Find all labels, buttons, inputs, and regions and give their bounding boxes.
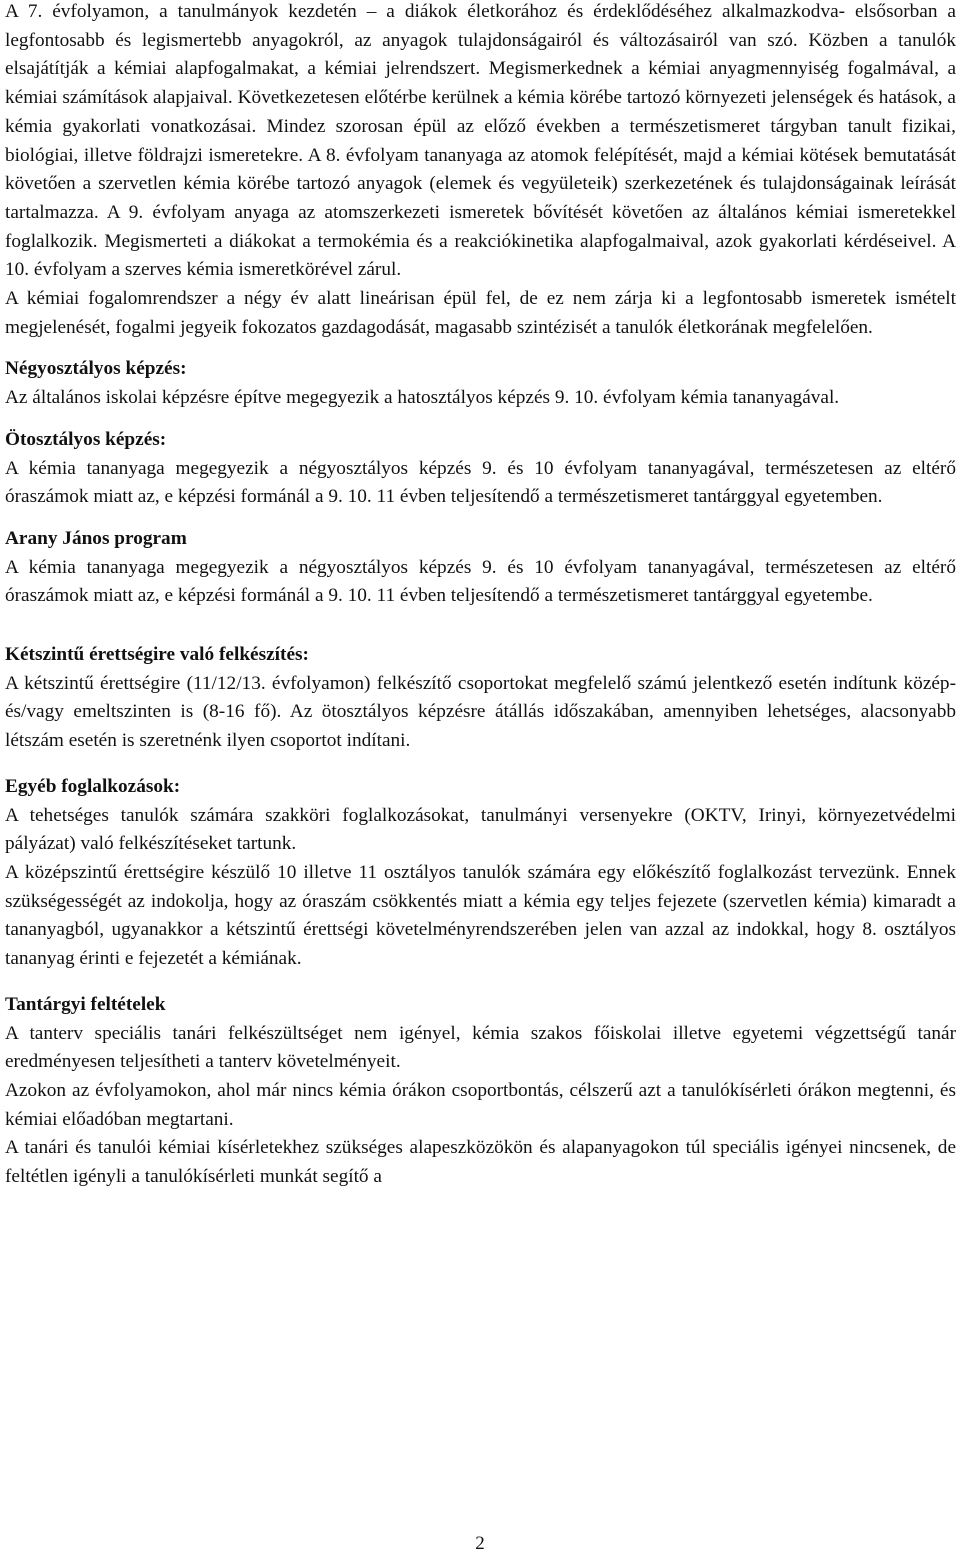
section-body: A kétszintű érettségire (11/12/13. évfolyamon) felkészítő csoportokat megfelelő számú jelentkező esetén indítunk közép- és/vagy emeltszinten is (8-16 fő). Az ötosztályos képzésre átállás időszakában, amennyiben lehetséges, alacsonyabb létszám esetén is szeretnénk ilyen csoportot indítani. <box>5 672 956 752</box>
section-body: A kémia tananyaga megegyezik a négyosztályos képzés 9. és 10 évfolyam tananyagával, természetesen az eltérő óraszámok miatt az, e képzési formánál a 9. 10. 11 évben teljesítendő a természetismeret tantárggyal egyetembe. <box>5 556 956 607</box>
section-heading: Ötosztályos képzés: <box>5 428 167 450</box>
section-body-2: A középszintű érettségire készülő 10 illetve 11 osztályos tanulók számára egy előkészítő foglalkozást tervezünk. Ennek szükségességét az indokolja, hogy az óraszám csökkentés miatt a kémia egy teljes fejezete (szervetlen kémia) kimaradt a tananyagból, ugyanakkor a kétszintű érettségi követelményrendszerében jelen van azzal az indokkal, hogy 8. osztályos tananyag érinti e fejezetét a kémiának. <box>5 861 956 970</box>
section-heading: Arany János program <box>5 527 187 549</box>
intro-section <box>5 0 956 342</box>
section-otosztalyos <box>5 426 956 512</box>
page-content <box>5 0 956 1192</box>
section-body-2: Azokon az évfolyamokon, ahol már nincs kémia órákon csoportbontás, célszerű azt a tanulókísérleti órákon megtenni, és kémiai előadóban megtartani. <box>5 1079 956 1130</box>
section-body: A kémia tananyaga megegyezik a négyosztályos képzés 9. és 10 évfolyam tananyagával, természetesen az eltérő óraszámok miatt az, e képzési formánál a 9. 10. 11 évben teljesítendő a természetismeret tantárggyal egyetemben. <box>5 457 956 508</box>
section-heading: Kétszintű érettségire való felkészítés: <box>5 644 309 666</box>
page-number: 2 <box>475 1533 485 1554</box>
section-egyeb <box>5 773 956 974</box>
section-body-1: A tehetséges tanulók számára szakköri foglalkozásokat, tanulmányi versenyekre (OKTV, Irinyi, környezetvédelmi pályázat) való felkészítéseket tartunk. <box>5 804 956 855</box>
section-body-1: A tanterv speciális tanári felkészültséget nem igényel, kémia szakos főiskolai illetve egyetemi végzettségű tanár eredményesen teljesítheti a tanterv követelményeit. <box>5 1022 956 1073</box>
section-body: Az általános iskolai képzésre építve megegyezik a hatosztályos képzés 9. 10. évfolyam kémia tananyagával. <box>5 387 840 409</box>
section-body-3: A tanári és tanulói kémiai kísérletekhez szükséges alapeszközökön és alapanyagokon túl speciális igényei nincsenek, de feltétlen igényli a tanulókísérleti munkát segítő a <box>5 1137 956 1188</box>
section-negyosztalyos <box>5 355 956 412</box>
section-heading: Egyéb foglalkozások: <box>5 775 181 797</box>
intro-paragraph-1: A 7. évfolyamon, a tanulmányok kezdetén – a diákok életkorához és érdeklődéséhez alkalmazkodva- elsősorban a legfontosabb és legismertebb anyagokról, az anyagok tulajdonságairól és változásairól van szó. Közben a tanulók elsajátítják a kémiai alapfogalmakat, a kémiai jelrendszert. Megismerkednek a kémiai anyagmennyiség fogalmával, a kémiai számítások alapjaival. Következetesen előtérbe kerülnek a kémia körébe tartozó környezeti jelenségek és hatások, a kémia gyakorlati vonatkozásai. Mindez szorosan épül az előző években a természetismeret tárgyban tanult fizikai, biológiai, illetve földrajzi ismeretekre. A 8. évfolyam tananyaga az atomok felépítését, majd a kémiai kötések bemutatását követően a szervetlen kémia körébe tartozó anyagok (elemek és vegyületeik) szerkezetének és tulajdonságainak leírását tartalmazza. A 9. évfolyam anyaga az atomszerkezeti ismeretek bővítését követően az általános kémiai ismeretekkel foglalkozik. Megismerteti a diákokat a termokémia és a reakciókinetika alapfogalmaival, azok gyakorlati kérdéseivel. A 10. évfolyam a szerves kémia ismeretkörével zárul. <box>5 1 956 281</box>
section-ketszintu <box>5 641 956 756</box>
section-heading: Tantárgyi feltételek <box>5 993 166 1015</box>
section-arany-janos <box>5 525 956 611</box>
intro-paragraph-2: A kémiai fogalomrendszer a négy év alatt lineárisan épül fel, de ez nem zárja ki a legfontosabb ismeretek ismételt megjelenését, fogalmi jegyeik fokozatos gazdagodását, magasabb szintézisét a tanulók életkorának megfelelően. <box>5 288 956 338</box>
section-heading: Négyosztályos képzés: <box>5 358 187 380</box>
section-tantargyi <box>5 991 956 1192</box>
